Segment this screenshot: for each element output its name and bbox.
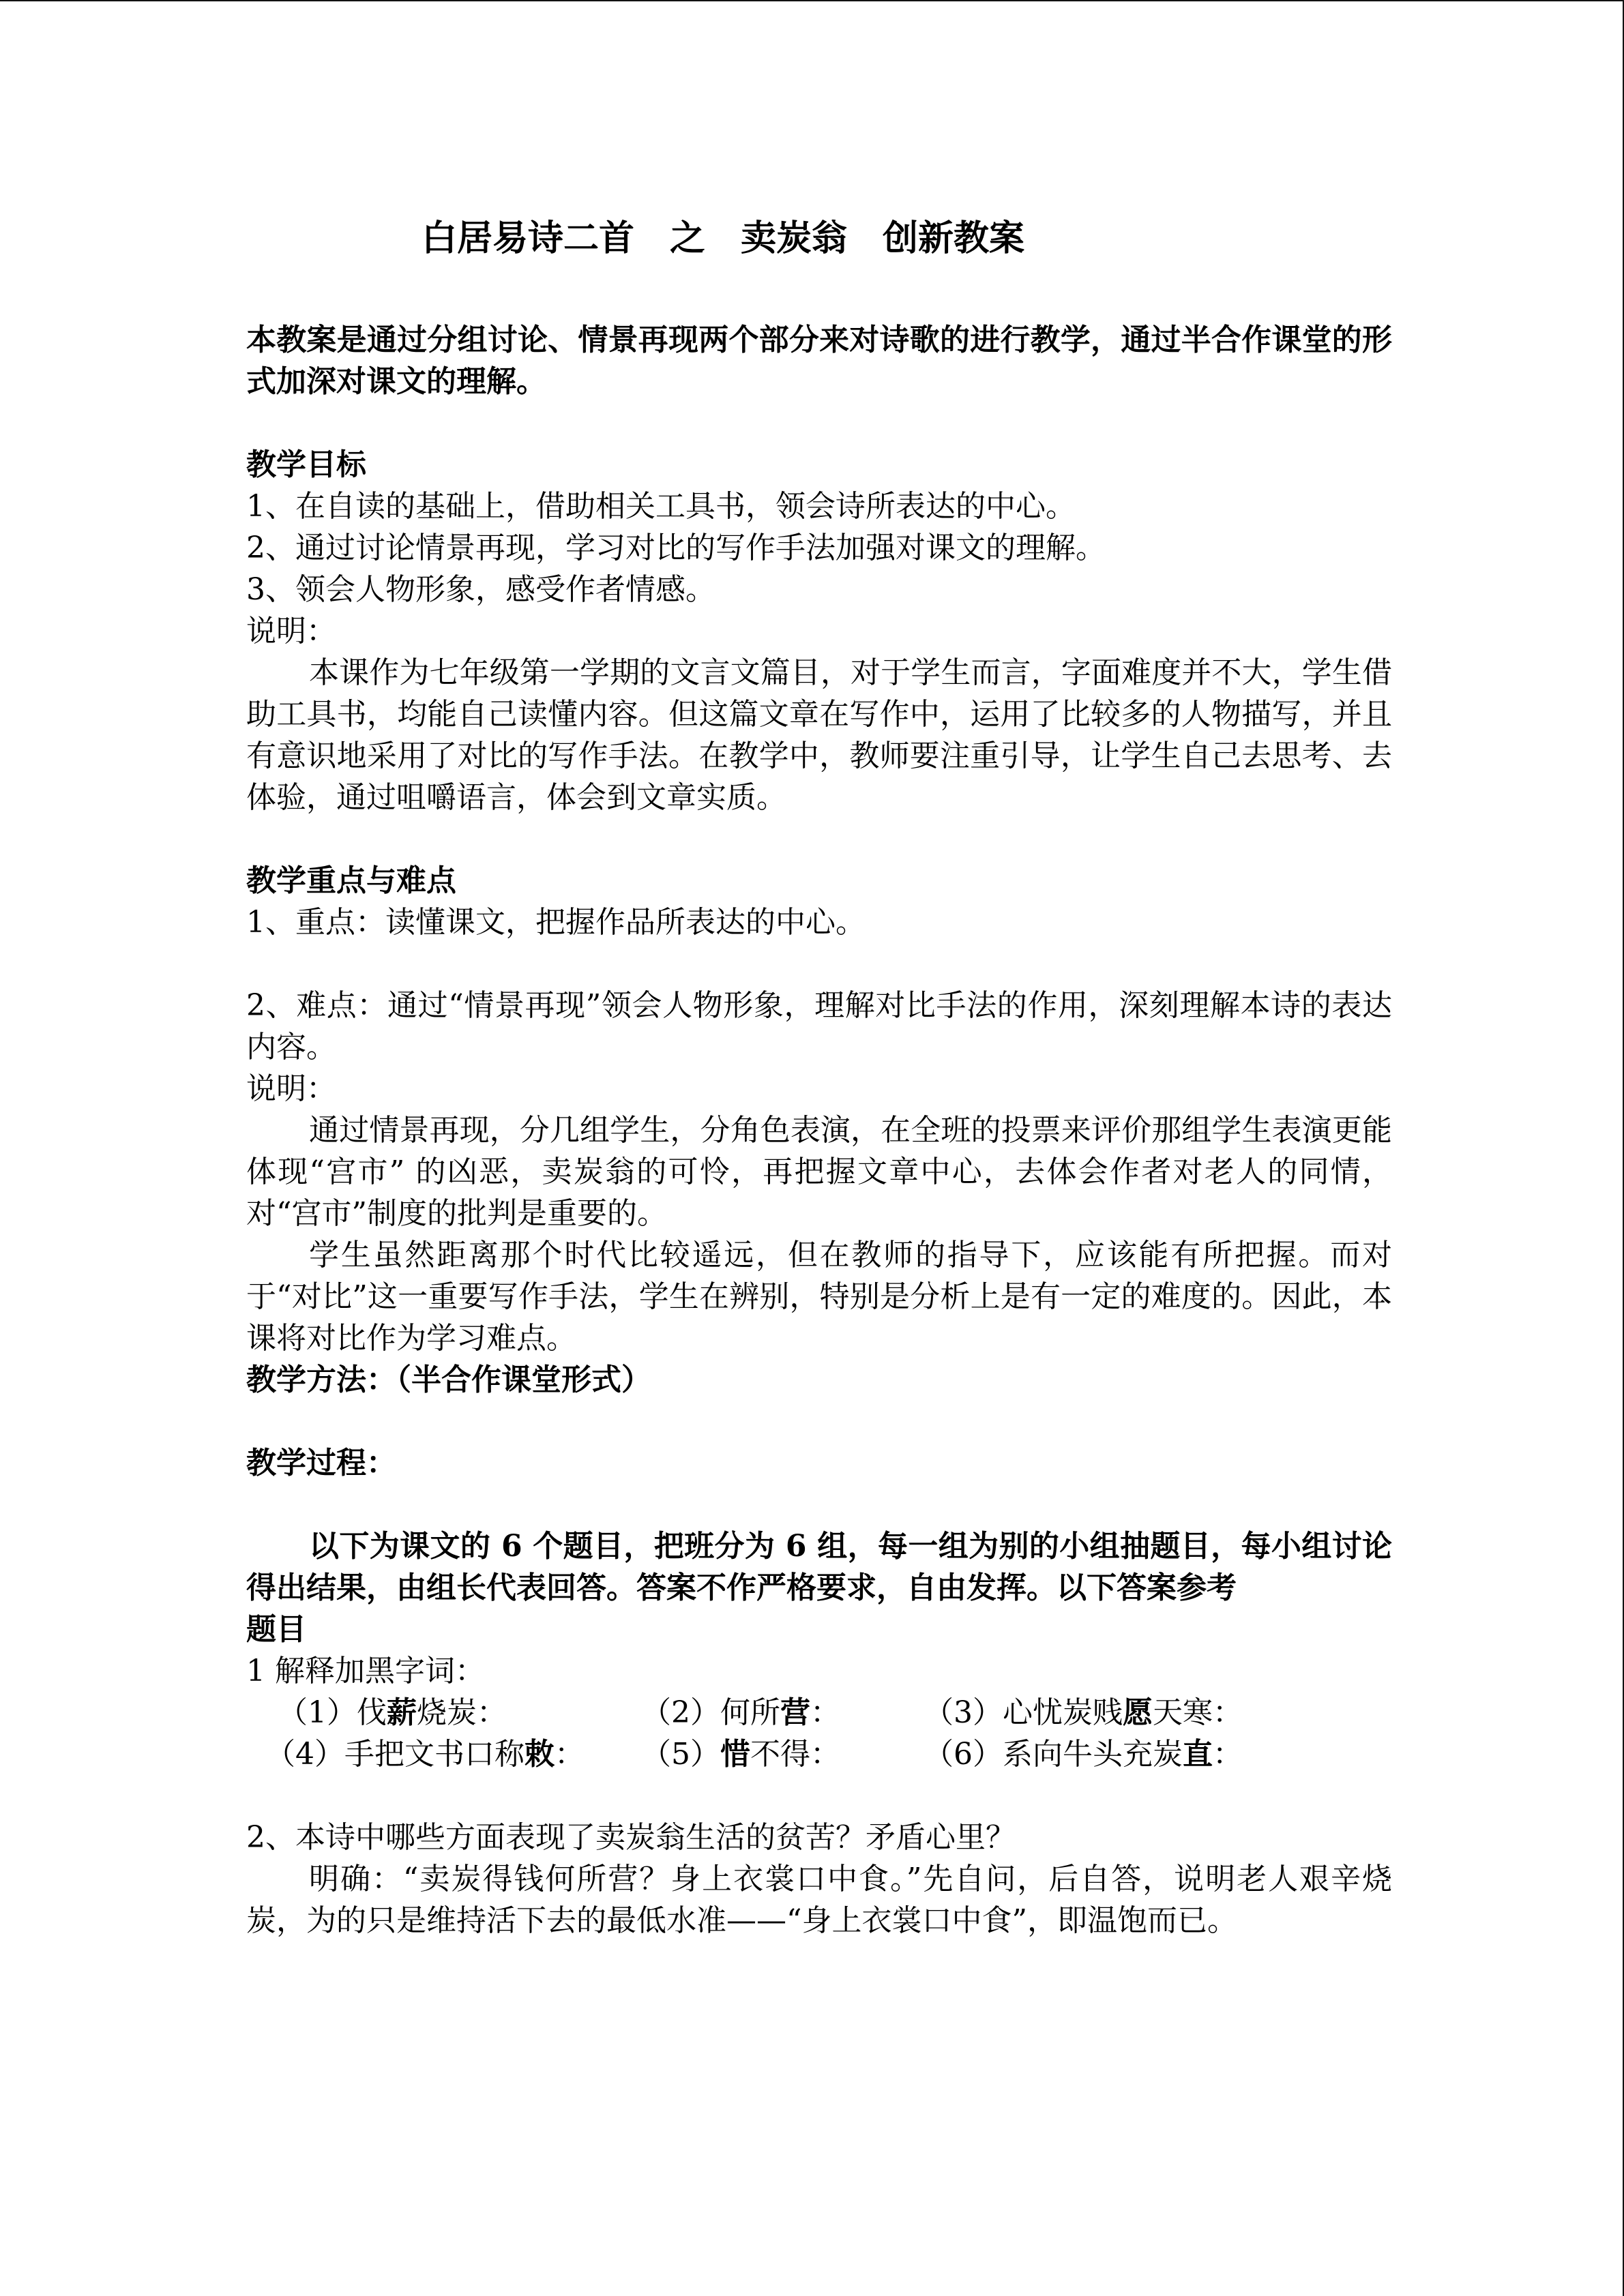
question-2: 2、本诗中哪些方面表现了卖炭翁生活的贫苦？矛盾心里？ (246, 1820, 1016, 1855)
bold-char: 惜 (720, 1737, 750, 1772)
bold-char: 敕 (525, 1737, 555, 1772)
goals-note: 本课作为七年级第一学期的文言文篇目，对于学生而言，字面难度并不大，学生借助工具书，均能自己读懂内容。但这篇文章在写作中，运用了比较多的人物描写，并且有意识地采用了对比的写作手法。在教学中，教师要注重引导，让学生自己去思考、去体验，通过咀嚼语言，体会到文章实质。 (246, 655, 1392, 815)
spacer (246, 1484, 1392, 1525)
goals-note-label: 说明： (246, 614, 336, 648)
keypoints-heading: 教学重点与难点 (246, 863, 456, 898)
bold-char: 营 (780, 1695, 810, 1730)
goals-heading: 教学目标 (246, 447, 366, 482)
term-1: （1）伐薪烧炭： (278, 1695, 507, 1730)
term-3: （3）心忧炭贱愿天寒： (924, 1695, 1243, 1730)
term-5: （5）惜不得： (641, 1737, 840, 1772)
spacer (246, 943, 1392, 985)
method-line: 教学方法：（半合作课堂形式） (246, 1362, 651, 1397)
keypoints-note-label: 说明： (246, 1071, 336, 1106)
spacer (246, 1775, 1392, 1817)
keypoints-note-1: 通过情景再现，分几组学生，分角色表演，在全班的投票来评价那组学生表演更能体现“宫市” 的凶恶，卖炭翁的可怜，再把握文章中心，去体会作者对老人的同情，对“宫市”制度的批判是重要的。 (246, 1113, 1392, 1231)
spacer (246, 402, 1392, 444)
bold-char: 愿 (1123, 1695, 1153, 1730)
term-6: （6）系向牛头充炭直： (924, 1737, 1243, 1772)
goal-item-3: 3、领会人物形象，感受作者情感。 (246, 572, 715, 607)
answer-2: 明确：“卖炭得钱何所营？身上衣裳口中食。”先自问，后自答，说明老人艰辛烧炭，为的只是维持活下去的最低水准——“身上衣裳口中食”，即温饱而已。 (246, 1862, 1392, 1938)
spacer (246, 1401, 1392, 1442)
bold-char: 薪 (387, 1695, 417, 1730)
question-1: 1 解释加黑字词： (246, 1654, 485, 1688)
spacer (246, 818, 1392, 860)
process-heading: 教学过程： (246, 1446, 396, 1480)
terms-row-1 (246, 1692, 1392, 1733)
keypoints-note-2: 学生虽然距离那个时代比较遥远，但在教师的指导下，应该能有所把握。而对于“对比”这一重要写作手法，学生在辨别，特别是分析上是有一定的难度的。因此，本课将对比作为学习难点。 (246, 1238, 1392, 1356)
goal-item-1: 1、在自读的基础上，借助相关工具书，领会诗所表达的中心。 (246, 489, 1076, 524)
intro-paragraph: 本教案是通过分组讨论、情景再现两个部分来对诗歌的进行教学，通过半合作课堂的形式加深对课文的理解。 (246, 323, 1392, 399)
bold-char: 直 (1183, 1737, 1213, 1772)
document-title: 白居易诗二首 之 卖炭翁 创新教案 (422, 218, 1025, 259)
term-4: （4）手把文书口称敕： (265, 1737, 585, 1772)
keypoint-item-1: 1、重点：读懂课文，把握作品所表达的中心。 (246, 905, 866, 940)
keypoint-item-2: 2、难点：通过“情景再现”领会人物形象，理解对比手法的作用，深刻理解本诗的表达内容。 (246, 988, 1392, 1064)
term-2: （2）何所营： (641, 1695, 840, 1730)
topic-label: 题目 (246, 1612, 306, 1647)
process-intro: 以下为课文的 6 个题目，把班分为 6 组，每一组为别的小组抽题目，每小组讨论得出结果，由组长代表回答。答案不作严格要求，自由发挥。以下答案参考 (246, 1529, 1392, 1605)
terms-row-2 (246, 1733, 1392, 1775)
document-body (246, 319, 1392, 1941)
page-top-border (0, 0, 1624, 1)
goal-item-2: 2、通过讨论情景再现，学习对比的写作手法加强对课文的理解。 (246, 531, 1106, 565)
